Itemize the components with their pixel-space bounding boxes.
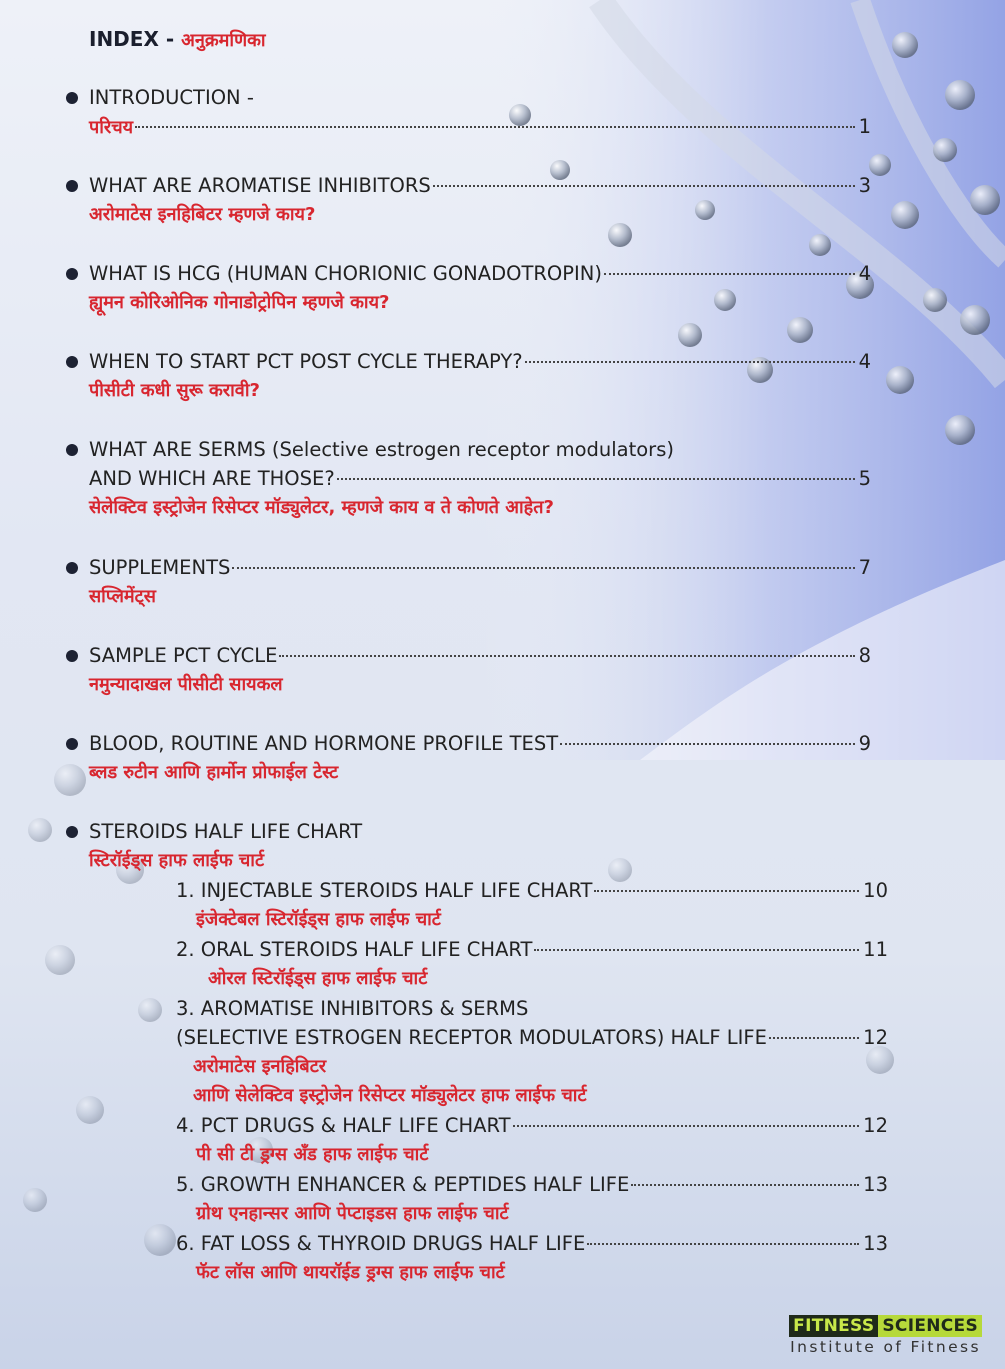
entry-title-mr: अरोमाटेस इनहिबिटर म्हणजे काय? (89, 204, 316, 225)
dot-leader (513, 1125, 860, 1127)
toc-subentry-ai-serms[interactable] (176, 994, 888, 1110)
dot-leader (525, 361, 855, 363)
bullet-icon (66, 444, 78, 456)
subentry-title-mr-line2: आणि सेलेक्टिव इस्ट्रोजेन रिसेप्टर मॉड्युलेटर हाफ लाईफ चार्ट (193, 1085, 587, 1106)
subentry-title-mr: पी सी टी ड्रग्स अँड हाफ लाईफ चार्ट (196, 1144, 429, 1165)
logo-tagline: Institute of Fitness (790, 1338, 982, 1356)
bullet-icon (66, 650, 78, 662)
toc-subentry-fat-loss[interactable] (176, 1229, 888, 1287)
bullet-icon (66, 738, 78, 750)
page-number: 13 (863, 1173, 888, 1196)
toc-entry-blood-test[interactable] (89, 729, 871, 787)
page-number: 4 (858, 262, 871, 285)
entry-title: SAMPLE PCT CYCLE (89, 644, 278, 667)
page-number: 12 (863, 1026, 888, 1049)
entry-title: STEROIDS HALF LIFE CHART (89, 820, 363, 843)
dot-leader (337, 478, 855, 480)
entry-title-line1: WHAT ARE SERMS (Selective estrogen receptor modulators) (89, 438, 674, 461)
entry-title-mr: पीसीटी कधी सुरू करावी? (89, 380, 260, 401)
fitness-sciences-logo (789, 1315, 982, 1356)
toc-entry-when-to-start-pct[interactable] (89, 347, 871, 405)
bullet-icon (66, 180, 78, 192)
dot-leader (769, 1037, 859, 1039)
page-number: 3 (858, 174, 871, 197)
bullet-icon (66, 562, 78, 574)
entry-title-mr: परिचय (89, 117, 134, 138)
bullet-icon (66, 826, 78, 838)
dot-leader (604, 273, 855, 275)
entry-title: WHAT IS HCG (HUMAN CHORIONIC GONADOTROPIN) (89, 262, 602, 285)
page-number: 8 (858, 644, 871, 667)
toc-entry-aromatise-inhibitors[interactable] (89, 171, 871, 229)
dot-leader (232, 567, 854, 569)
subentry-title-mr: इंजेक्टेबल स्टिरॉईड्स हाफ लाईफ चार्ट (196, 909, 441, 930)
bullet-icon (66, 268, 78, 280)
subentry-title: 2. ORAL STEROIDS HALF LIFE CHART (176, 938, 533, 961)
subentry-title-mr: ग्रोथ एनहान्सर आणि पेप्टाइडस हाफ लाईफ चार्ट (196, 1203, 509, 1224)
entry-title-mr: ह्यूमन कोरिओनिक गोनाडोट्रोपिन म्हणजे काय? (89, 292, 390, 313)
page-number: 11 (863, 938, 888, 961)
dot-leader (279, 655, 854, 657)
entry-title-mr: सेलेक्टिव इस्ट्रोजेन रिसेप्टर मॉड्युलेटर, म्हणजे काय व ते कोणते आहेत? (89, 497, 554, 518)
logo-part1: FITNESS (789, 1315, 878, 1337)
toc-entry-hcg[interactable] (89, 259, 871, 317)
entry-title: INTRODUCTION - (89, 86, 254, 109)
entry-title: WHAT ARE AROMATISE INHIBITORS (89, 174, 431, 197)
subentry-title-mr: ओरल स्टिरॉईड्स हाफ लाईफ चार्ट (208, 968, 428, 989)
dot-leader (631, 1184, 859, 1186)
bullet-icon (66, 356, 78, 368)
entry-title: SUPPLEMENTS (89, 556, 231, 579)
dot-leader (135, 126, 854, 128)
subentry-title: 5. GROWTH ENHANCER & PEPTIDES HALF LIFE (176, 1173, 630, 1196)
index-heading-mr: अनुक्रमणिका (181, 30, 266, 51)
toc-entry-sample-pct-cycle[interactable] (89, 641, 871, 699)
subentry-title: 6. FAT LOSS & THYROID DRUGS HALF LIFE (176, 1232, 586, 1255)
entry-title-line2: AND WHICH ARE THOSE? (89, 467, 335, 490)
toc-entry-serms[interactable] (89, 435, 871, 522)
dot-leader (587, 1243, 859, 1245)
entry-title-mr: नमुन्यादाखल पीसीटी सायकल (89, 674, 283, 695)
toc-entry-steroids-half-life[interactable] (89, 817, 871, 875)
bullet-icon (66, 92, 78, 104)
page-number: 12 (863, 1114, 888, 1137)
subentry-title: 4. PCT DRUGS & HALF LIFE CHART (176, 1114, 511, 1137)
subentry-title-line1: 3. AROMATISE INHIBITORS & SERMS (176, 997, 529, 1020)
toc-entry-supplements[interactable] (89, 553, 871, 611)
toc-subentry-growth-enhancer[interactable] (176, 1170, 888, 1228)
dot-leader (594, 890, 859, 892)
subentry-title-mr: फॅट लॉस आणि थायरॉईड ड्रग्स हाफ लाईफ चार्ट (196, 1262, 505, 1283)
dot-leader (433, 185, 855, 187)
toc-subentry-oral[interactable] (176, 935, 888, 993)
entry-title: WHEN TO START PCT POST CYCLE THERAPY? (89, 350, 523, 373)
page-number: 9 (858, 732, 871, 755)
page-number: 1 (858, 115, 871, 138)
index-heading (89, 26, 266, 55)
entry-title-mr: स्टिरॉईड्स हाफ लाईफ चार्ट (89, 850, 265, 871)
subentry-title-line2: (SELECTIVE ESTROGEN RECEPTOR MODULATORS) HALF LIFE (176, 1026, 767, 1049)
entry-title-mr: ब्लड रुटीन आणि हार्मोन प्रोफाईल टेस्ट (89, 762, 339, 783)
page-number: 4 (858, 350, 871, 373)
dot-leader (560, 743, 854, 745)
page-number: 5 (858, 467, 871, 490)
index-heading-en: INDEX - (89, 27, 182, 51)
page-number: 10 (863, 879, 888, 902)
toc-subentry-pct-drugs[interactable] (176, 1111, 888, 1169)
entry-title: BLOOD, ROUTINE AND HORMONE PROFILE TEST (89, 732, 559, 755)
toc-entry-introduction[interactable] (89, 83, 871, 142)
page-number: 7 (858, 556, 871, 579)
toc-subentry-injectable[interactable] (176, 876, 888, 934)
logo-part2: SCIENCES (878, 1315, 982, 1337)
entry-title-mr: सप्लिमेंट्स (89, 586, 156, 607)
dot-leader (534, 949, 859, 951)
subentry-title: 1. INJECTABLE STEROIDS HALF LIFE CHART (176, 879, 593, 902)
page-number: 13 (863, 1232, 888, 1255)
subentry-title-mr-line1: अरोमाटेस इनहिबिटर (193, 1056, 327, 1077)
